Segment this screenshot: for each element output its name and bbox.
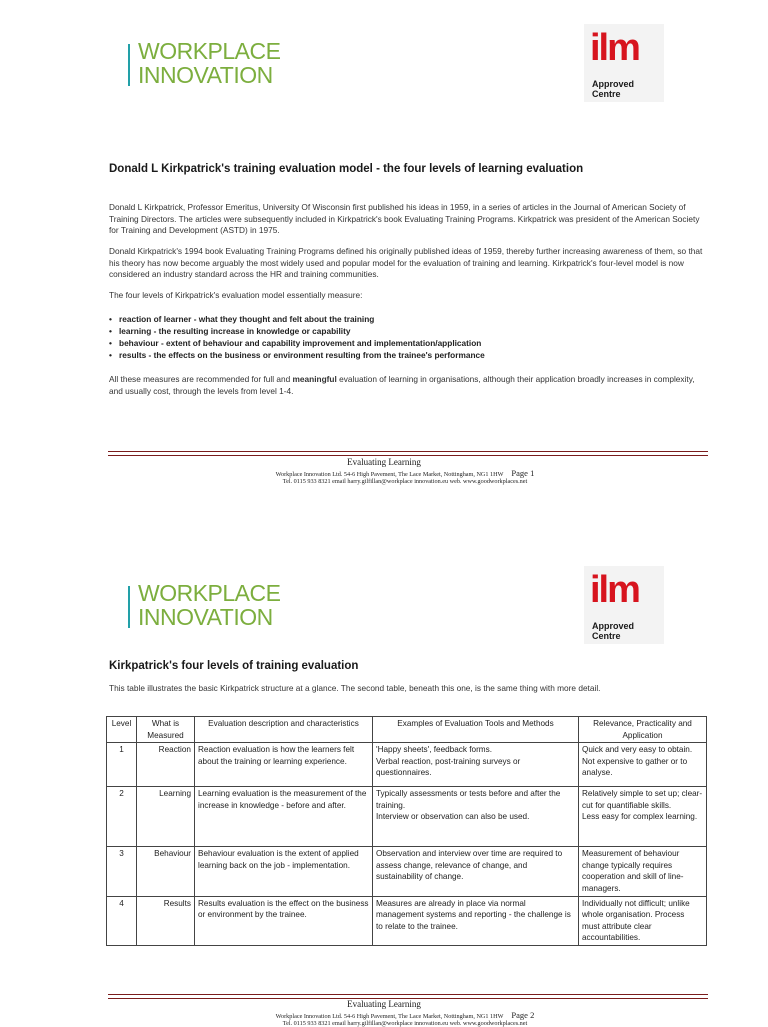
tools-cell: Measures are already in place via normal management systems and reporting - the challenge is to relate to the trainee. — [373, 896, 579, 945]
ilm-wordmark: ilm — [590, 569, 639, 611]
p4-post: evaluation of learning in organisations, although their application broadly increases in complexity, and usually cost, through the levels from level 1-4. — [109, 374, 695, 396]
logo-workplace-innovation — [128, 582, 298, 634]
measured-cell: Learning — [137, 787, 195, 847]
footer-contact: Tel. 0115 933 8321 email harry.gilfillan@workplace innovation.eu web. www.goodworkplaces.net — [282, 1020, 528, 1027]
ilm-wordmark: ilm — [590, 27, 639, 69]
description-cell: Behaviour evaluation is the extent of applied learning back on the job - implementation. — [195, 847, 373, 896]
footer-contact: Tel. 0115 933 8321 email harry.gilfillan@workplace innovation.eu web. www.goodworkplaces.net — [282, 478, 528, 485]
ilm-logo — [584, 566, 664, 644]
list-item: • results - the effects on the business or environment resulting from the trainee's performance — [109, 349, 485, 361]
description-cell: Results evaluation is the effect on the business or environment by the trainee. — [195, 896, 373, 945]
col-header-level: Level — [107, 717, 137, 743]
relevance-cell — [579, 787, 707, 847]
footer-title: Evaluating Learning — [347, 457, 421, 467]
measured-cell: Results — [137, 896, 195, 945]
ilm-approved: Approved — [592, 621, 635, 631]
footer-address-text: Workplace Innovation Ltd. 54-6 High Pavement, The Lace Market, Nottingham, NG1 1HW — [275, 1013, 504, 1020]
levels-list — [109, 313, 485, 361]
logo-line2: INNOVATION — [138, 62, 273, 88]
logo-workplace-innovation — [128, 40, 298, 92]
list-item: • behaviour - extent of behaviour and capability improvement and implementation/application — [109, 337, 485, 349]
table-row — [107, 743, 707, 787]
table-row — [107, 847, 707, 896]
logo-bar — [128, 44, 130, 86]
relevance-cell — [579, 743, 707, 787]
list-item: • reaction of learner - what they thought and felt about the training — [109, 313, 485, 325]
footer-address-text: Workplace Innovation Ltd. 54-6 High Pavement, The Lace Market, Nottingham, NG1 1HW — [275, 471, 504, 478]
col-header-measured: What is Measured — [137, 717, 195, 743]
ilm-logo — [584, 24, 664, 102]
tools-line: Typically assessments or tests before and after the training. Interview or observation can also be used. — [376, 789, 561, 822]
page2-intro: This table illustrates the basic Kirkpatrick structure at a glance. The second table, beneath this one, is the same thing with more detail. — [109, 683, 601, 693]
tools-cell — [373, 787, 579, 847]
level-cell: 1 — [107, 743, 137, 787]
relevance-line: Relatively simple to set up; clear-cut for quantifiable skills. Less easy for complex learning. — [582, 789, 703, 822]
page-number: Page 1 — [511, 468, 535, 478]
logo-line2: INNOVATION — [138, 604, 273, 630]
level-cell: 2 — [107, 787, 137, 847]
logo-line1: WORKPLACE — [138, 580, 281, 606]
logo-line1: WORKPLACE — [138, 38, 281, 64]
page1-paragraph-3: The four levels of Kirkpatrick's evaluation model essentially measure: — [109, 290, 363, 300]
measured-cell: Behaviour — [137, 847, 195, 896]
page2-heading: Kirkpatrick's four levels of training evaluation — [109, 660, 359, 672]
relevance-cell: Measurement of behaviour change typically requires cooperation and skill of line-managers. — [579, 847, 707, 896]
page1-paragraph-2: Donald Kirkpatrick's 1994 book Evaluating Training Programs defined his originally published ideas of 1959, thereby further increasing awareness of them, so that his theory has now become arguably the most widely used and popular model for the evaluation of training and learning. Kirkpatrick's four-level model is now considered an industry standard across the HR and training communities. — [109, 246, 703, 279]
col-header-relevance: Relevance, Practicality and Application — [579, 717, 707, 743]
table-row — [107, 896, 707, 945]
table-row — [107, 787, 707, 847]
logo-bar — [128, 586, 130, 628]
description-cell: Reaction evaluation is how the learners felt about the training or learning experience. — [195, 743, 373, 787]
evaluation-table — [106, 716, 707, 946]
footer-title: Evaluating Learning — [347, 999, 421, 1009]
ilm-approved: Approved — [592, 79, 635, 89]
page1-heading: Donald L Kirkpatrick's training evaluation model - the four levels of learning evaluation — [109, 163, 584, 175]
relevance-cell: Individually not difficult; unlike whole organisation. Process must attribute clear accountabilities. — [579, 896, 707, 945]
footer-address — [0, 468, 768, 478]
page-number: Page 2 — [511, 1010, 535, 1020]
level-cell: 4 — [107, 896, 137, 945]
ilm-centre: Centre — [592, 631, 621, 641]
footer-address — [0, 1010, 768, 1020]
p4-pre: All these measures are recommended for full and — [109, 374, 293, 384]
page1-paragraph-1: Donald L Kirkpatrick, Professor Emeritus, University Of Wisconsin first published his ideas in 1959, in a series of articles in the Journal of American Society of Training Directors. The articles were subsequently included in Kirkpatrick's book Evaluating Training Programs. Kirkpatrick was president of the American Society for Training and Development (ASTD) in 1975. — [109, 202, 700, 235]
tools-cell — [373, 743, 579, 787]
p4-bold: meaningful — [292, 374, 337, 384]
relevance-line: Quick and very easy to obtain. Not expensive to gather or to analyse. — [582, 745, 693, 778]
page1-paragraph-4 — [109, 374, 709, 397]
list-item: • learning - the resulting increase in knowledge or capability — [109, 325, 485, 337]
footer-rule — [108, 451, 708, 456]
tools-cell: Observation and interview over time are required to assess change, relevance of change, and sustainability of change. — [373, 847, 579, 896]
measured-cell: Reaction — [137, 743, 195, 787]
ilm-centre: Centre — [592, 89, 621, 99]
table-header-row — [107, 717, 707, 743]
description-cell: Learning evaluation is the measurement of the increase in knowledge - before and after. — [195, 787, 373, 847]
level-cell: 3 — [107, 847, 137, 896]
col-header-tools: Examples of Evaluation Tools and Methods — [373, 717, 579, 743]
tools-line: 'Happy sheets', feedback forms. Verbal reaction, post-training surveys or questionnaires. — [376, 745, 521, 778]
col-header-description: Evaluation description and characteristics — [195, 717, 373, 743]
